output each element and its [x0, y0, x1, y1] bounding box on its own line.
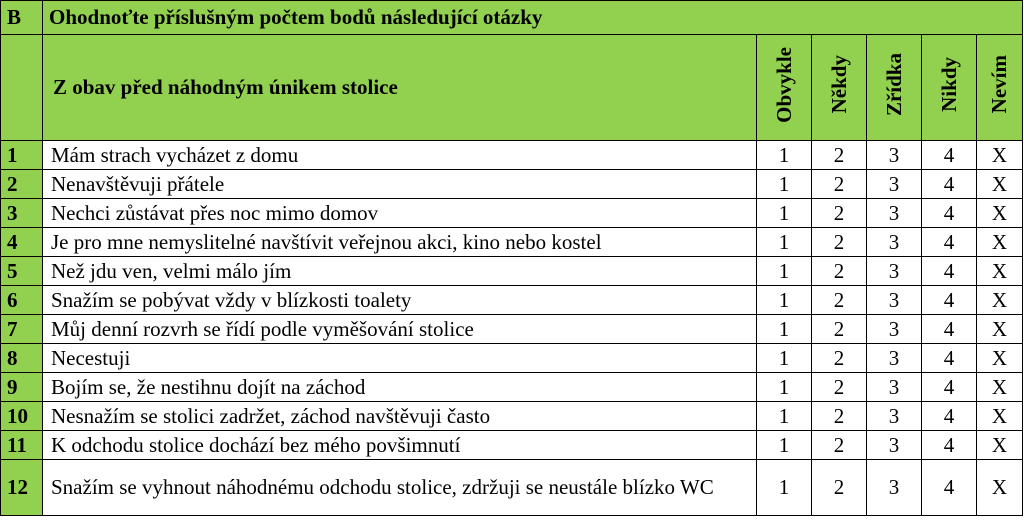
- answer-option[interactable]: 2: [812, 315, 867, 344]
- answer-option[interactable]: 2: [812, 431, 867, 460]
- question-number: 12: [1, 460, 43, 516]
- answer-option[interactable]: 2: [812, 228, 867, 257]
- table-row: [1, 431, 1023, 460]
- answer-option[interactable]: 1: [757, 373, 812, 402]
- table-row: [1, 199, 1023, 228]
- answer-option[interactable]: 3: [867, 199, 922, 228]
- answer-option[interactable]: 1: [757, 431, 812, 460]
- answer-option[interactable]: 3: [867, 373, 922, 402]
- answer-option[interactable]: 1: [757, 141, 812, 170]
- table-row: [1, 286, 1023, 315]
- answer-option[interactable]: 4: [922, 402, 977, 431]
- section-code: B: [1, 1, 43, 35]
- question-rows: [1, 141, 1023, 516]
- question-text: Nechci zůstávat přes noc mimo domov: [43, 199, 757, 228]
- answer-option[interactable]: X: [977, 344, 1023, 373]
- question-text: Je pro mne nemyslitelné navštívit veřejnou akci, kino nebo kostel: [43, 228, 757, 257]
- answer-option[interactable]: 2: [812, 373, 867, 402]
- question-text: Snažím se vyhnout náhodnému odchodu stolice, zdržuji se neustále blízko WC: [43, 460, 757, 516]
- answer-option[interactable]: 3: [867, 257, 922, 286]
- question-number: 8: [1, 344, 43, 373]
- question-number: 4: [1, 228, 43, 257]
- question-text: Necestuji: [43, 344, 757, 373]
- answer-option[interactable]: 2: [812, 344, 867, 373]
- answer-option[interactable]: 4: [922, 257, 977, 286]
- table-row: [1, 373, 1023, 402]
- answer-option[interactable]: 1: [757, 257, 812, 286]
- answer-option[interactable]: 2: [812, 460, 867, 516]
- question-text: Snažím se pobývat vždy v blízkosti toalety: [43, 286, 757, 315]
- answer-option[interactable]: 1: [757, 170, 812, 199]
- answer-option[interactable]: 1: [757, 460, 812, 516]
- answer-option[interactable]: 2: [812, 199, 867, 228]
- answer-option[interactable]: 4: [922, 170, 977, 199]
- answer-option[interactable]: X: [977, 257, 1023, 286]
- answer-option[interactable]: 1: [757, 199, 812, 228]
- answer-option[interactable]: 3: [867, 460, 922, 516]
- answer-option[interactable]: 1: [757, 286, 812, 315]
- question-text: K odchodu stolice dochází bez mého povšimnutí: [43, 431, 757, 460]
- table-row: [1, 170, 1023, 199]
- question-number: 5: [1, 257, 43, 286]
- answer-option[interactable]: X: [977, 170, 1023, 199]
- column-header-nekdy: Někdy: [812, 35, 867, 141]
- answer-option[interactable]: X: [977, 315, 1023, 344]
- answer-option[interactable]: 4: [922, 344, 977, 373]
- answer-option[interactable]: 3: [867, 344, 922, 373]
- answer-option[interactable]: X: [977, 373, 1023, 402]
- answer-option[interactable]: X: [977, 141, 1023, 170]
- answer-option[interactable]: 2: [812, 402, 867, 431]
- question-text: Mám strach vycházet z domu: [43, 141, 757, 170]
- question-number: 11: [1, 431, 43, 460]
- answer-option[interactable]: 3: [867, 315, 922, 344]
- answer-option[interactable]: 3: [867, 402, 922, 431]
- answer-option[interactable]: 2: [812, 286, 867, 315]
- column-header-row: [1, 35, 1023, 141]
- answer-option[interactable]: 1: [757, 228, 812, 257]
- answer-option[interactable]: 1: [757, 402, 812, 431]
- answer-option[interactable]: 3: [867, 170, 922, 199]
- column-header-nevim: Nevím: [977, 35, 1023, 141]
- answer-option[interactable]: X: [977, 228, 1023, 257]
- answer-option[interactable]: 4: [922, 431, 977, 460]
- column-header-zridka: Zřídka: [867, 35, 922, 141]
- question-text: Můj denní rozvrh se řídí podle vyměšování stolice: [43, 315, 757, 344]
- question-text: Nesnažím se stolici zadržet, záchod navštěvuji často: [43, 402, 757, 431]
- table-row: [1, 257, 1023, 286]
- question-text: Než jdu ven, velmi málo jím: [43, 257, 757, 286]
- answer-option[interactable]: X: [977, 199, 1023, 228]
- answer-option[interactable]: X: [977, 431, 1023, 460]
- answer-option[interactable]: 2: [812, 170, 867, 199]
- question-number: 2: [1, 170, 43, 199]
- table-row: [1, 460, 1023, 516]
- table-row: [1, 315, 1023, 344]
- answer-option[interactable]: 1: [757, 344, 812, 373]
- answer-option[interactable]: 3: [867, 141, 922, 170]
- header-empty-cell: [1, 35, 43, 141]
- answer-option[interactable]: 4: [922, 315, 977, 344]
- question-number: 6: [1, 286, 43, 315]
- table-row: [1, 344, 1023, 373]
- question-number: 1: [1, 141, 43, 170]
- answer-option[interactable]: 3: [867, 228, 922, 257]
- table-row: [1, 141, 1023, 170]
- table-title: Ohodnoťte příslušným počtem bodů následující otázky: [43, 1, 1023, 35]
- question-number: 7: [1, 315, 43, 344]
- answer-option[interactable]: 4: [922, 286, 977, 315]
- answer-option[interactable]: 2: [812, 141, 867, 170]
- answer-option[interactable]: 2: [812, 257, 867, 286]
- column-header-obvykle: Obvykle: [757, 35, 812, 141]
- answer-option[interactable]: 4: [922, 199, 977, 228]
- answer-option[interactable]: 4: [922, 373, 977, 402]
- table-row: [1, 228, 1023, 257]
- question-number: 10: [1, 402, 43, 431]
- answer-option[interactable]: 3: [867, 286, 922, 315]
- answer-option[interactable]: 4: [922, 228, 977, 257]
- answer-option[interactable]: 1: [757, 315, 812, 344]
- answer-option[interactable]: 4: [922, 141, 977, 170]
- question-number: 3: [1, 199, 43, 228]
- answer-option[interactable]: X: [977, 286, 1023, 315]
- question-text: Bojím se, že nestihnu dojít na záchod: [43, 373, 757, 402]
- answer-option[interactable]: 3: [867, 431, 922, 460]
- table-row: [1, 402, 1023, 431]
- answer-option[interactable]: X: [977, 402, 1023, 431]
- title-row: [1, 1, 1023, 35]
- section-subtitle: Z obav před náhodným únikem stolice: [43, 35, 757, 141]
- column-header-nikdy: Nikdy: [922, 35, 977, 141]
- question-number: 9: [1, 373, 43, 402]
- question-text: Nenavštěvuji přátele: [43, 170, 757, 199]
- answer-option[interactable]: X: [977, 460, 1023, 516]
- answer-option[interactable]: 4: [922, 460, 977, 516]
